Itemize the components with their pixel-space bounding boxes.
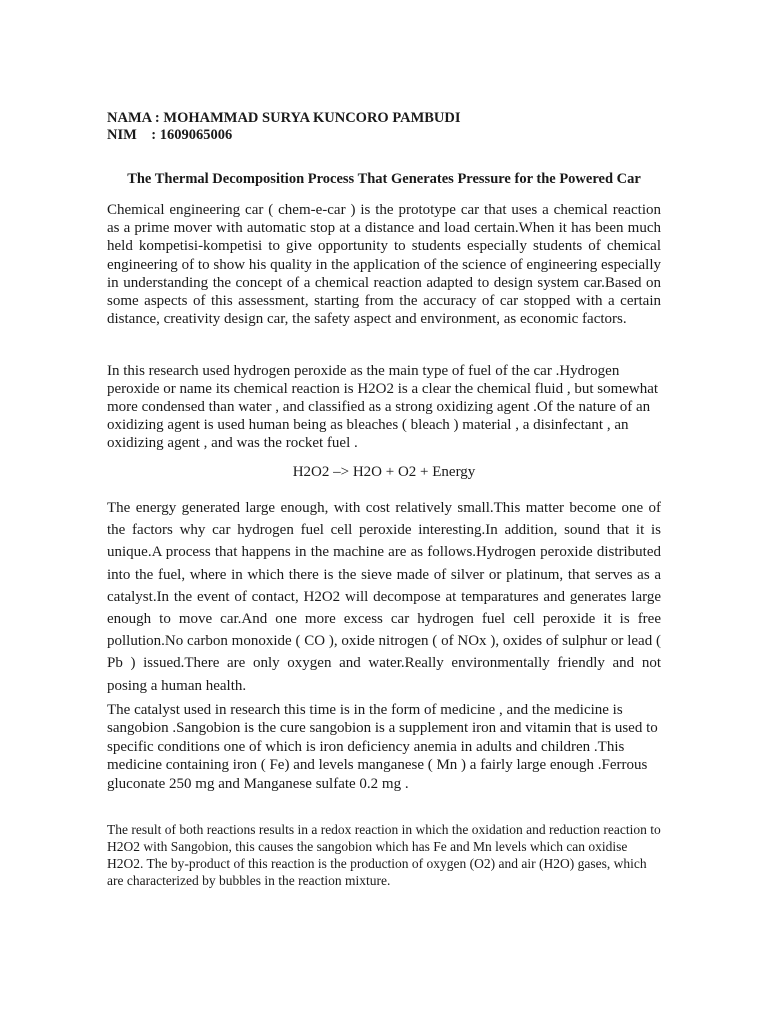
paragraph-redox-result: The result of both reactions results in a redox reaction in which the oxidation and reduction reaction to H2O2 with Sangobion, this causes the sangobion which has Fe and Mn levels which can oxidise H2O2. The by-product of this reaction is the production of oxygen (O2) and air (H2O) gases, which are characterized by bubbles in the reaction mixture. [107, 822, 661, 888]
paragraph-catalyst: The catalyst used in research this time is in the form of medicine , and the medicine is sangobion .Sangobion is the cure sangobion is a supplement iron and vitamin that is used to specific conditions one of which is iron deficiency anemia in adults and children .This medicine containing iron ( Fe) and levels manganese ( Mn ) a fairly large enough .Ferrous gluconate 250 mg and Manganese sulfate 0.2 mg . [107, 702, 658, 792]
paragraph-hydrogen-peroxide: In this research used hydrogen peroxide as the main type of fuel of the car .Hydrogen peroxide or name its chemical reaction is H2O2 is a clear the chemical fluid , but somewhat more condensed than water , and classified as a strong oxidizing agent .Of the nature of an oxidizing agent is used human being as bleaches ( bleach ) material , a disinfectant , an oxidizing agent , and was the rocket fuel . [107, 363, 659, 451]
reaction-equation: H2O2 –> H2O + O2 + Energy [292, 464, 476, 480]
paragraph-intro: Chemical engineering car ( chem-e-car ) is the prototype car that uses a chemical reaction as a prime mover with automatic stop at a distance and load certain.When it has been much held kompetisi-kompetisi to give opportunity to students especially students of chemical engineering of to show his quality in the application of the science of engineering especially in understanding the concept of a chemical reaction adapted to design system car.Based on some aspects of this assessment, starting from the accuracy of car stopped with a certain distance, creativity design car, the safety aspect and environment, as economic factors. [107, 202, 661, 328]
student-name: NAMA : MOHAMMAD SURYA KUNCORO PAMBUDI [107, 110, 461, 126]
document-title: The Thermal Decomposition Process That Generates Pressure for the Powered Car [127, 171, 641, 187]
paragraph-energy: The energy generated large enough, with cost relatively small.This matter become one of the factors why car hydrogen fuel cell peroxide interesting.In addition, sound that it is unique.A process that happens in the machine are as follows.Hydrogen peroxide distributed into the fuel, where in which there is the sieve made of silver or platinum, that serves as a catalyst.In the event of contact, H2O2 will decompose at temparatures and generates large enough to move car.And one more excess car hydrogen fuel cell peroxide it is free pollution.No carbon monoxide ( CO ), oxide nitrogen ( of NOx ), oxides of sulphur or lead ( Pb ) issued.There are only oxygen and water.Really environmentally friendly and not posing a human health. [107, 500, 661, 694]
student-nim: NIM : 1609065006 [107, 127, 233, 143]
student-header [107, 110, 461, 144]
